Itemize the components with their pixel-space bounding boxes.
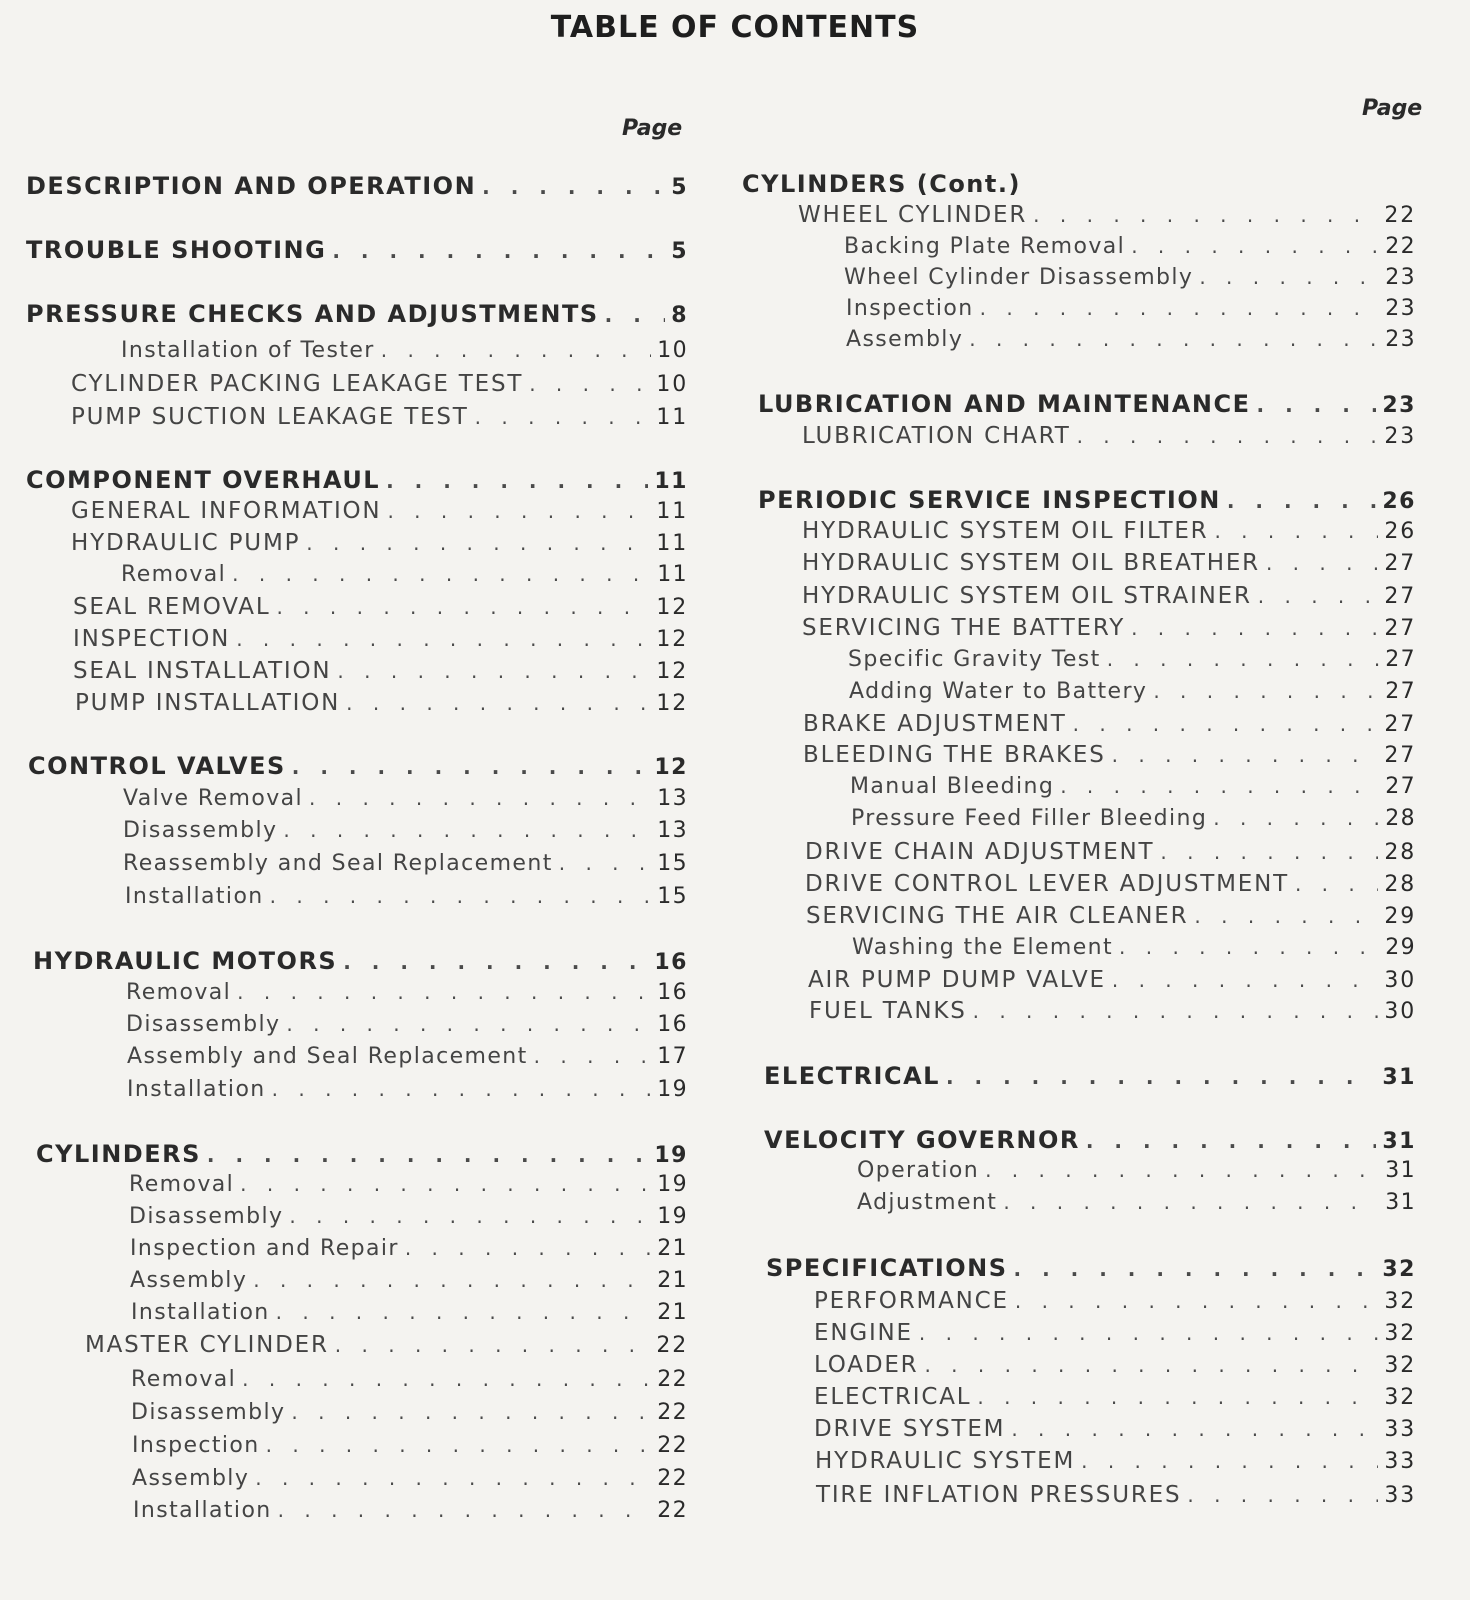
dot-leader	[1003, 1190, 1379, 1214]
toc-page-number: 21	[657, 1268, 688, 1293]
toc-page-number: 19	[657, 1172, 688, 1197]
toc-page-number: 28	[1385, 806, 1416, 831]
toc-entry-label: BLEEDING THE BRAKES	[803, 742, 1106, 768]
toc-page-number: 31	[1385, 1158, 1416, 1183]
toc-entry-label: ELECTRICAL	[764, 1062, 940, 1090]
toc-page-number: 22	[656, 1333, 688, 1358]
toc-page-number: 8	[671, 303, 688, 328]
toc-entry-label: Backing Plate Removal	[844, 234, 1126, 259]
toc-entry-servicing-the-battery	[802, 615, 1416, 647]
dot-leader	[283, 818, 651, 842]
dot-leader	[292, 755, 649, 779]
toc-entry-hydraulic-system-oil-breather	[802, 550, 1416, 582]
toc-entry-label: Removal	[129, 1172, 235, 1197]
dot-leader	[387, 499, 650, 523]
toc-entry-manual-bleeding	[850, 774, 1416, 806]
toc-entry-backing-plate-removal	[844, 234, 1416, 266]
toc-entry-inspection	[846, 296, 1416, 328]
dot-leader	[1295, 872, 1378, 896]
toc-entry-drive-chain-adjustment	[805, 839, 1416, 871]
toc-page-number: 11	[654, 469, 688, 494]
toc-entry-general-information	[71, 498, 688, 530]
toc-entry-label: Adding Water to Battery	[849, 679, 1148, 704]
toc-entry-label: HYDRAULIC SYSTEM OIL STRAINER	[802, 583, 1252, 609]
toc-entry-label: SEAL INSTALLATION	[73, 658, 332, 684]
toc-entry-removal	[131, 1367, 688, 1399]
toc-entry-label: Assembly	[132, 1466, 250, 1491]
toc-entry-lubrication-and-maintenance	[758, 390, 1416, 422]
toc-entry-servicing-the-air-cleaner	[806, 903, 1416, 935]
dot-leader	[1015, 1289, 1379, 1313]
toc-entry-lubrication-chart	[802, 423, 1416, 455]
toc-page-number: 30	[1384, 968, 1416, 993]
toc-entry-installation	[127, 1077, 688, 1109]
toc-entry-master-cylinder	[85, 1332, 688, 1364]
toc-page-number: 21	[657, 1300, 688, 1325]
toc-page-number: 10	[656, 372, 688, 397]
toc-entry-label: BRAKE ADJUSTMENT	[803, 711, 1067, 737]
toc-page-number: 23	[1385, 296, 1416, 321]
toc-entry-removal	[126, 980, 688, 1012]
dot-leader	[337, 659, 650, 683]
toc-entry-hydraulic-system	[815, 1448, 1416, 1480]
toc-page-number: 31	[1385, 1190, 1416, 1215]
dot-leader	[1112, 968, 1379, 992]
toc-entry-disassembly	[123, 818, 688, 850]
toc-page-number: 12	[654, 755, 688, 780]
toc-page-number: 12	[656, 691, 688, 716]
toc-entry-label: SERVICING THE AIR CLEANER	[806, 903, 1189, 929]
toc-entry-fuel-tanks	[809, 998, 1416, 1030]
toc-entry-specific-gravity-test	[848, 647, 1416, 679]
toc-page-number: 23	[1385, 265, 1416, 290]
toc-entry-hydraulic-motors	[33, 947, 688, 979]
toc-page-number: 19	[654, 1143, 688, 1168]
toc-page-number: 12	[656, 595, 688, 620]
toc-page-number: 10	[657, 338, 688, 363]
toc-entry-label: Assembly and Seal Replacement	[127, 1044, 528, 1069]
dot-leader	[291, 1400, 651, 1424]
dot-leader	[232, 562, 651, 586]
page-column-header: Page	[1362, 96, 1423, 121]
toc-entry-label: Inspection	[846, 296, 974, 321]
toc-entry-label: Valve Removal	[123, 786, 304, 811]
toc-entry-installation-of-tester	[121, 338, 688, 370]
dot-leader	[1213, 806, 1379, 830]
toc-entry-label: Washing the Element	[852, 935, 1114, 960]
toc-entry-wheel-cylinder-disassembly	[844, 265, 1416, 297]
dot-leader	[405, 1236, 651, 1260]
toc-entry-label: Installation	[131, 1300, 270, 1325]
toc-entry-label: Manual Bleeding	[850, 774, 1055, 799]
toc-entry-installation	[133, 1498, 688, 1530]
toc-page-number: 32	[1384, 1385, 1416, 1410]
toc-entry-label: CYLINDER PACKING LEAKAGE TEST	[71, 371, 524, 397]
toc-entry-cylinder-packing-leakage-test	[71, 371, 688, 403]
dot-leader	[240, 1172, 651, 1196]
dot-leader	[309, 786, 651, 810]
toc-page-number: 11	[656, 499, 688, 524]
toc-page-number: 22	[1384, 203, 1416, 228]
dot-leader	[276, 595, 650, 619]
dot-leader	[482, 175, 665, 199]
toc-page-number: 29	[1384, 904, 1416, 929]
toc-entry-control-valves	[28, 752, 688, 784]
dot-leader	[1107, 647, 1380, 671]
toc-entry-hydraulic-system-oil-strainer	[802, 583, 1416, 615]
toc-entry-label: Disassembly	[126, 1012, 281, 1037]
dot-leader	[969, 327, 1379, 351]
toc-entry-label: HYDRAULIC PUMP	[71, 530, 301, 556]
dot-leader	[381, 338, 651, 362]
toc-page-number: 32	[1384, 1289, 1416, 1314]
toc-page-number: 12	[656, 659, 688, 684]
toc-entry-label: Installation	[133, 1498, 272, 1523]
toc-entry-operation	[857, 1158, 1416, 1190]
dot-leader	[253, 1268, 651, 1292]
toc-page-number: 13	[657, 818, 688, 843]
toc-entry-removal	[121, 562, 688, 594]
toc-entry-drive-control-lever-adjustment	[805, 871, 1416, 903]
toc-entry-label: INSPECTION	[73, 626, 231, 652]
toc-page-number: 27	[1384, 712, 1416, 737]
toc-entry-disassembly	[131, 1400, 688, 1432]
dot-leader	[1131, 616, 1378, 640]
toc-entry-label: LUBRICATION CHART	[802, 423, 1071, 449]
toc-page-number: 22	[657, 1466, 688, 1491]
toc-entry-label: HYDRAULIC SYSTEM	[815, 1448, 1076, 1474]
toc-entry-installation	[125, 884, 688, 916]
toc-page-number: 27	[1384, 616, 1416, 641]
toc-page-number: 27	[1384, 743, 1416, 768]
toc-entry-assembly	[846, 327, 1416, 359]
toc-entry-assembly-and-seal-replacement	[127, 1044, 688, 1076]
dot-leader	[1187, 1483, 1378, 1507]
toc-entry-brake-adjustment	[803, 711, 1416, 743]
toc-page-number: 19	[657, 1204, 688, 1229]
toc-entry-label: ELECTRICAL	[814, 1384, 972, 1410]
dot-leader	[255, 1466, 651, 1490]
toc-entry-disassembly	[129, 1204, 688, 1236]
toc-page-number: 27	[1384, 551, 1416, 576]
toc-page-number: 32	[1384, 1353, 1416, 1378]
toc-entry-label: Adjustment	[857, 1190, 998, 1215]
toc-entry-label: DESCRIPTION AND OPERATION	[26, 172, 477, 200]
toc-page-number: 27	[1385, 679, 1416, 704]
toc-entry-label: PERFORMANCE	[814, 1288, 1009, 1314]
toc-entry-label: CONTROL VALVES	[28, 752, 286, 780]
dot-leader	[980, 296, 1380, 320]
dot-leader	[1153, 679, 1379, 703]
dot-leader	[475, 405, 651, 429]
dot-leader	[335, 1333, 651, 1357]
toc-entry-cylinders-cont	[742, 170, 1416, 202]
dot-leader	[1014, 1257, 1377, 1281]
toc-entry-label: DRIVE CHAIN ADJUSTMENT	[805, 839, 1155, 865]
dot-leader	[266, 1433, 652, 1457]
toc-entry-component-overhaul	[26, 466, 688, 498]
toc-entry-electrical	[764, 1062, 1416, 1094]
toc-entry-pressure-checks-and-adjustments	[26, 300, 688, 332]
dot-leader	[605, 303, 666, 327]
toc-page-number: 30	[1384, 999, 1416, 1024]
toc-page-number: 27	[1385, 647, 1416, 672]
toc-entry-label: Installation of Tester	[121, 338, 375, 363]
dot-leader	[1160, 840, 1378, 864]
toc-entry-washing-the-element	[852, 935, 1416, 967]
toc-page-number: 31	[1382, 1065, 1416, 1090]
toc-entry-air-pump-dump-valve	[808, 967, 1416, 999]
dot-leader	[534, 1044, 652, 1068]
toc-entry-label: LOADER	[814, 1352, 919, 1378]
dot-leader	[1257, 393, 1377, 417]
toc-entry-valve-removal	[123, 786, 688, 818]
dot-leader	[276, 1300, 652, 1324]
toc-entry-drive-system	[814, 1416, 1416, 1448]
toc-entry-label: PERIODIC SERVICE INSPECTION	[758, 486, 1221, 514]
toc-entry-label: MASTER CYLINDER	[85, 1332, 329, 1358]
toc-entry-label: Disassembly	[129, 1204, 284, 1229]
toc-entry-label: CYLINDERS (Cont.)	[742, 170, 1021, 198]
toc-entry-seal-installation	[73, 658, 688, 690]
toc-page-number: 22	[657, 1400, 688, 1425]
dot-leader	[1073, 712, 1379, 736]
toc-page-number: 29	[1385, 935, 1416, 960]
toc-page-number: 16	[657, 1012, 688, 1037]
toc-entry-adding-water-to-battery	[849, 679, 1416, 711]
toc-entry-label: Installation	[125, 884, 264, 909]
toc-entry-pump-suction-leakage-test	[71, 404, 688, 436]
toc-page-number: 16	[657, 980, 688, 1005]
toc-entry-installation	[131, 1300, 688, 1332]
toc-page-number: 15	[657, 851, 688, 876]
toc-entry-label: Assembly	[130, 1268, 248, 1293]
toc-page-number: 11	[656, 405, 688, 430]
toc-entry-label: HYDRAULIC MOTORS	[33, 947, 338, 975]
toc-entry-label: Removal	[131, 1367, 237, 1392]
dot-leader	[343, 950, 648, 974]
toc-entry-bleeding-the-brakes	[803, 742, 1416, 774]
dot-leader	[1119, 935, 1379, 959]
toc-page-number: 11	[656, 531, 688, 556]
dot-leader	[1258, 584, 1379, 608]
page-column-header: Page	[622, 116, 683, 141]
toc-page-number: 5	[671, 239, 688, 264]
toc-page-number: 21	[657, 1236, 688, 1261]
toc-entry-label: SEAL REMOVAL	[73, 594, 271, 620]
toc-entry-adjustment	[857, 1190, 1416, 1222]
toc-entry-label: TROUBLE SHOOTING	[26, 236, 327, 264]
toc-page-number: 16	[654, 950, 688, 975]
toc-page-number: 23	[1384, 424, 1416, 449]
dot-leader	[1081, 1449, 1378, 1473]
toc-entry-assembly	[132, 1466, 688, 1498]
toc-entry-label: PUMP SUCTION LEAKAGE TEST	[71, 404, 469, 430]
toc-entry-label: Removal	[126, 980, 232, 1005]
dot-leader	[924, 1353, 1378, 1377]
toc-entry-label: COMPONENT OVERHAUL	[26, 466, 381, 494]
dot-leader	[242, 1367, 651, 1391]
toc-entry-label: Installation	[127, 1077, 266, 1102]
toc-entry-label: Inspection	[132, 1433, 260, 1458]
dot-leader	[272, 1077, 652, 1101]
toc-entry-assembly	[130, 1268, 688, 1300]
toc-entry-label: TIRE INFLATION PRESSURES	[816, 1482, 1182, 1508]
toc-entry-label: PUMP INSTALLATION	[75, 690, 341, 716]
dot-leader	[1112, 743, 1379, 767]
dot-leader	[977, 1385, 1378, 1409]
toc-page-number: 19	[657, 1077, 688, 1102]
toc-entry-label: Inspection and Repair	[130, 1236, 399, 1261]
toc-entry-label: VELOCITY GOVERNOR	[764, 1126, 1080, 1154]
toc-page-number: 13	[657, 786, 688, 811]
toc-entry-seal-removal	[73, 594, 688, 626]
toc-page-number: 31	[1382, 1129, 1416, 1154]
dot-leader	[386, 469, 648, 493]
toc-entry-velocity-governor	[764, 1126, 1416, 1158]
dot-leader	[306, 531, 650, 555]
toc-entry-label: Operation	[857, 1158, 980, 1183]
dot-leader	[1199, 265, 1379, 289]
toc-page-number: 27	[1384, 584, 1416, 609]
dot-leader	[346, 691, 650, 715]
toc-entry-inspection	[132, 1433, 688, 1465]
toc-entry-label: PRESSURE CHECKS AND ADJUSTMENTS	[26, 300, 599, 328]
toc-page-number: 11	[657, 562, 688, 587]
toc-entry-label: Pressure Feed Filler Bleeding	[851, 806, 1208, 831]
toc-page-number: 22	[657, 1367, 688, 1392]
toc-entry-label: Specific Gravity Test	[848, 647, 1101, 672]
toc-entry-label: Disassembly	[131, 1400, 286, 1425]
dot-leader	[529, 372, 650, 396]
toc-entry-cylinders	[36, 1140, 688, 1172]
toc-entry-inspection	[73, 626, 688, 658]
dot-leader	[1194, 904, 1378, 928]
dot-leader	[1214, 519, 1378, 543]
toc-page-number: 22	[657, 1498, 688, 1523]
dot-leader	[1227, 489, 1377, 513]
toc-entry-removal	[129, 1172, 688, 1204]
toc-entry-loader	[814, 1352, 1416, 1384]
toc-entry-hydraulic-system-oil-filter	[802, 518, 1416, 550]
toc-page-number: 22	[1385, 234, 1416, 259]
dot-leader	[1011, 1417, 1378, 1441]
toc-page-number: 12	[656, 627, 688, 652]
dot-leader	[1266, 551, 1378, 575]
toc-entry-pump-installation	[75, 690, 688, 722]
toc-entry-reassembly-and-seal-replacement	[123, 851, 688, 883]
dot-leader	[1086, 1129, 1377, 1153]
dot-leader	[1077, 424, 1379, 448]
toc-entry-label: Disassembly	[123, 818, 278, 843]
toc-entry-label: FUEL TANKS	[809, 998, 967, 1024]
toc-page-number: 33	[1384, 1483, 1416, 1508]
toc-page-number: 17	[657, 1044, 688, 1069]
toc-entry-trouble-shooting	[26, 236, 688, 268]
toc-entry-electrical	[814, 1384, 1416, 1416]
toc-page-number: 26	[1384, 519, 1416, 544]
toc-entry-label: HYDRAULIC SYSTEM OIL BREATHER	[802, 550, 1260, 576]
toc-entry-disassembly	[126, 1012, 688, 1044]
toc-entry-label: ENGINE	[814, 1320, 913, 1346]
toc-entry-label: Reassembly and Seal Replacement	[123, 851, 553, 876]
page-title: TABLE OF CONTENTS	[550, 10, 920, 45]
toc-entry-label: Assembly	[846, 327, 964, 352]
toc-entry-performance	[814, 1288, 1416, 1320]
toc-page-number: 26	[1382, 489, 1416, 514]
toc-page-number: 28	[1384, 872, 1416, 897]
dot-leader	[289, 1204, 651, 1228]
dot-leader	[559, 851, 651, 875]
toc-page-number: 23	[1385, 327, 1416, 352]
toc-entry-label: LUBRICATION AND MAINTENANCE	[758, 390, 1251, 418]
toc-entry-label: GENERAL INFORMATION	[71, 498, 382, 524]
toc-entry-label: DRIVE CONTROL LEVER ADJUSTMENT	[805, 871, 1289, 897]
toc-page-number: 15	[657, 884, 688, 909]
dot-leader	[332, 239, 665, 263]
toc-entry-label: CYLINDERS	[36, 1140, 201, 1168]
toc-entry-label: Removal	[121, 562, 227, 587]
toc-entry-pressure-feed-filler-bleeding	[851, 806, 1416, 838]
toc-entry-specifications	[766, 1254, 1416, 1286]
toc-entry-label: DRIVE SYSTEM	[814, 1416, 1006, 1442]
toc-entry-wheel-cylinder	[798, 202, 1416, 234]
toc-entry-label: SPECIFICATIONS	[766, 1254, 1008, 1282]
dot-leader	[985, 1158, 1379, 1182]
toc-page-number: 32	[1382, 1257, 1416, 1282]
dot-leader	[946, 1065, 1376, 1089]
toc-entry-label: WHEEL CYLINDER	[798, 202, 1028, 228]
toc-entry-label: HYDRAULIC SYSTEM OIL FILTER	[802, 518, 1209, 544]
toc-entry-tire-inflation-pressures	[816, 1482, 1416, 1514]
dot-leader	[270, 884, 652, 908]
toc-entry-description-and-operation	[26, 172, 688, 204]
dot-leader	[973, 999, 1379, 1023]
toc-page-number: 27	[1385, 774, 1416, 799]
toc-entry-label: AIR PUMP DUMP VALVE	[808, 967, 1106, 993]
toc-page-number: 33	[1384, 1449, 1416, 1474]
toc-page-number: 22	[657, 1433, 688, 1458]
dot-leader	[237, 980, 651, 1004]
dot-leader	[1060, 774, 1379, 798]
toc-page-number: 5	[671, 175, 688, 200]
dot-leader	[236, 627, 650, 651]
toc-entry-periodic-service-inspection	[758, 486, 1416, 518]
dot-leader	[1131, 234, 1379, 258]
toc-page-number: 33	[1384, 1417, 1416, 1442]
dot-leader	[278, 1498, 652, 1522]
toc-entry-engine	[814, 1320, 1416, 1352]
toc-page-number: 23	[1382, 393, 1416, 418]
dot-leader	[286, 1012, 651, 1036]
toc-page-number: 28	[1384, 840, 1416, 865]
toc-entry-label: Wheel Cylinder Disassembly	[844, 265, 1194, 290]
dot-leader	[919, 1321, 1379, 1345]
dot-leader	[207, 1143, 648, 1167]
toc-entry-inspection-and-repair	[130, 1236, 688, 1268]
toc-entry-label: SERVICING THE BATTERY	[802, 615, 1126, 641]
toc-page-number: 32	[1384, 1321, 1416, 1346]
toc-entry-hydraulic-pump	[71, 530, 688, 562]
dot-leader	[1033, 203, 1378, 227]
